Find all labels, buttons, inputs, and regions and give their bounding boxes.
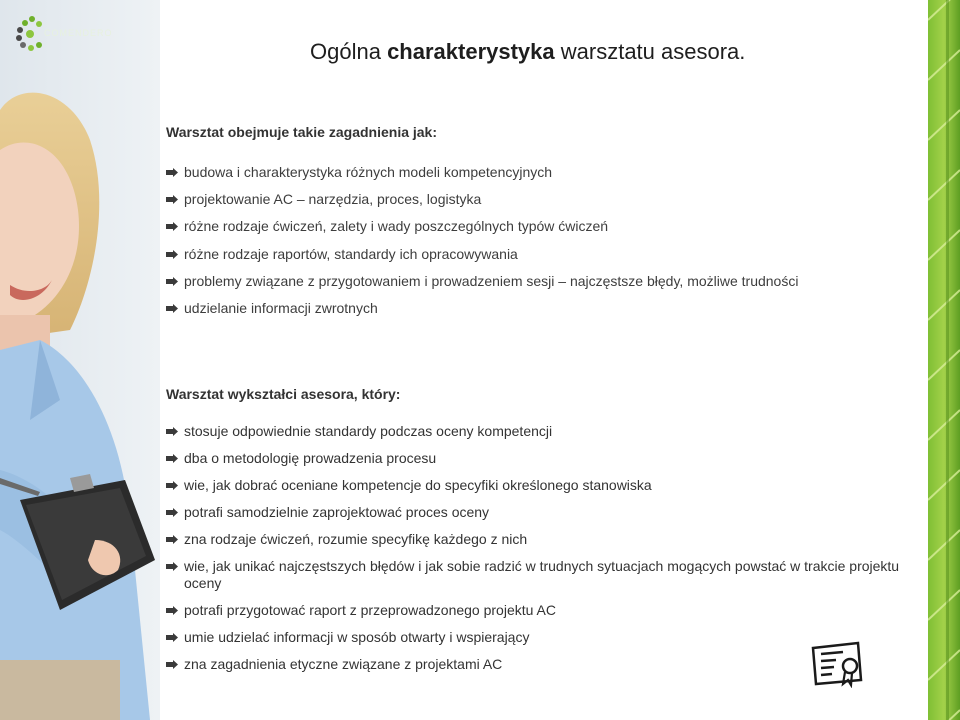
list-item: udzielanie informacji zwrotnych bbox=[166, 300, 798, 327]
list-item: dba o metodologię prowadzenia procesu bbox=[166, 450, 906, 467]
company-logo bbox=[14, 16, 124, 52]
title-prefix: Ogólna bbox=[310, 39, 388, 64]
list-item: projektowanie AC – narzędzia, proces, logistyka bbox=[166, 191, 798, 218]
arrow-bullet-icon bbox=[166, 508, 178, 517]
list-item: potrafi przygotować raport z przeprowadzonego projektu AC bbox=[166, 602, 906, 619]
arrow-bullet-icon bbox=[166, 168, 178, 177]
section1-list bbox=[166, 164, 798, 327]
list-item: potrafi samodzielnie zaprojektować proces oceny bbox=[166, 504, 906, 521]
arrow-bullet-icon bbox=[166, 222, 178, 231]
section2-list bbox=[166, 423, 906, 683]
list-item: problemy związane z przygotowaniem i prowadzeniem sesji – najczęstsze błędy, możliwe trudności bbox=[166, 273, 798, 300]
title-suffix: warsztatu asesora. bbox=[554, 39, 746, 64]
arrow-bullet-icon bbox=[166, 606, 178, 615]
section1-heading: Warsztat obejmuje takie zagadnienia jak: bbox=[166, 124, 438, 140]
green-leaf-decoration bbox=[928, 0, 960, 720]
arrow-bullet-icon bbox=[166, 195, 178, 204]
list-item: umie udzielać informacji w sposób otwarty i wspierający bbox=[166, 629, 906, 646]
list-item: wie, jak unikać najczęstszych błędów i jak sobie radzić w trudnych sytuacjach mogących powstać w trakcie projektu oceny bbox=[166, 558, 906, 592]
arrow-bullet-icon bbox=[166, 633, 178, 642]
woman-photo bbox=[0, 0, 160, 720]
logo-text: COMENDERO bbox=[44, 28, 113, 38]
logo-dots-icon bbox=[14, 16, 44, 52]
list-item: budowa i charakterystyka różnych modeli kompetencyjnych bbox=[166, 164, 798, 191]
list-item: zna rodzaje ćwiczeń, rozumie specyfikę każdego z nich bbox=[166, 531, 906, 548]
arrow-bullet-icon bbox=[166, 277, 178, 286]
list-item: stosuje odpowiednie standardy podczas oceny kompetencji bbox=[166, 423, 906, 440]
arrow-bullet-icon bbox=[166, 304, 178, 313]
arrow-bullet-icon bbox=[166, 660, 178, 669]
slide-title bbox=[310, 39, 745, 65]
list-item: zna zagadnienia etyczne związane z projektami AC bbox=[166, 656, 906, 673]
section2-heading: Warsztat wykształci asesora, który: bbox=[166, 386, 401, 402]
list-item: wie, jak dobrać oceniane kompetencje do specyfiki określonego stanowiska bbox=[166, 477, 906, 494]
arrow-bullet-icon bbox=[166, 250, 178, 259]
arrow-bullet-icon bbox=[166, 481, 178, 490]
list-item: różne rodzaje ćwiczeń, zalety i wady poszczególnych typów ćwiczeń bbox=[166, 218, 798, 245]
title-bold: charakterystyka bbox=[387, 39, 555, 64]
arrow-bullet-icon bbox=[166, 427, 178, 436]
list-item: różne rodzaje raportów, standardy ich opracowywania bbox=[166, 246, 798, 273]
arrow-bullet-icon bbox=[166, 535, 178, 544]
arrow-bullet-icon bbox=[166, 562, 178, 571]
certificate-icon bbox=[810, 640, 866, 688]
arrow-bullet-icon bbox=[166, 454, 178, 463]
